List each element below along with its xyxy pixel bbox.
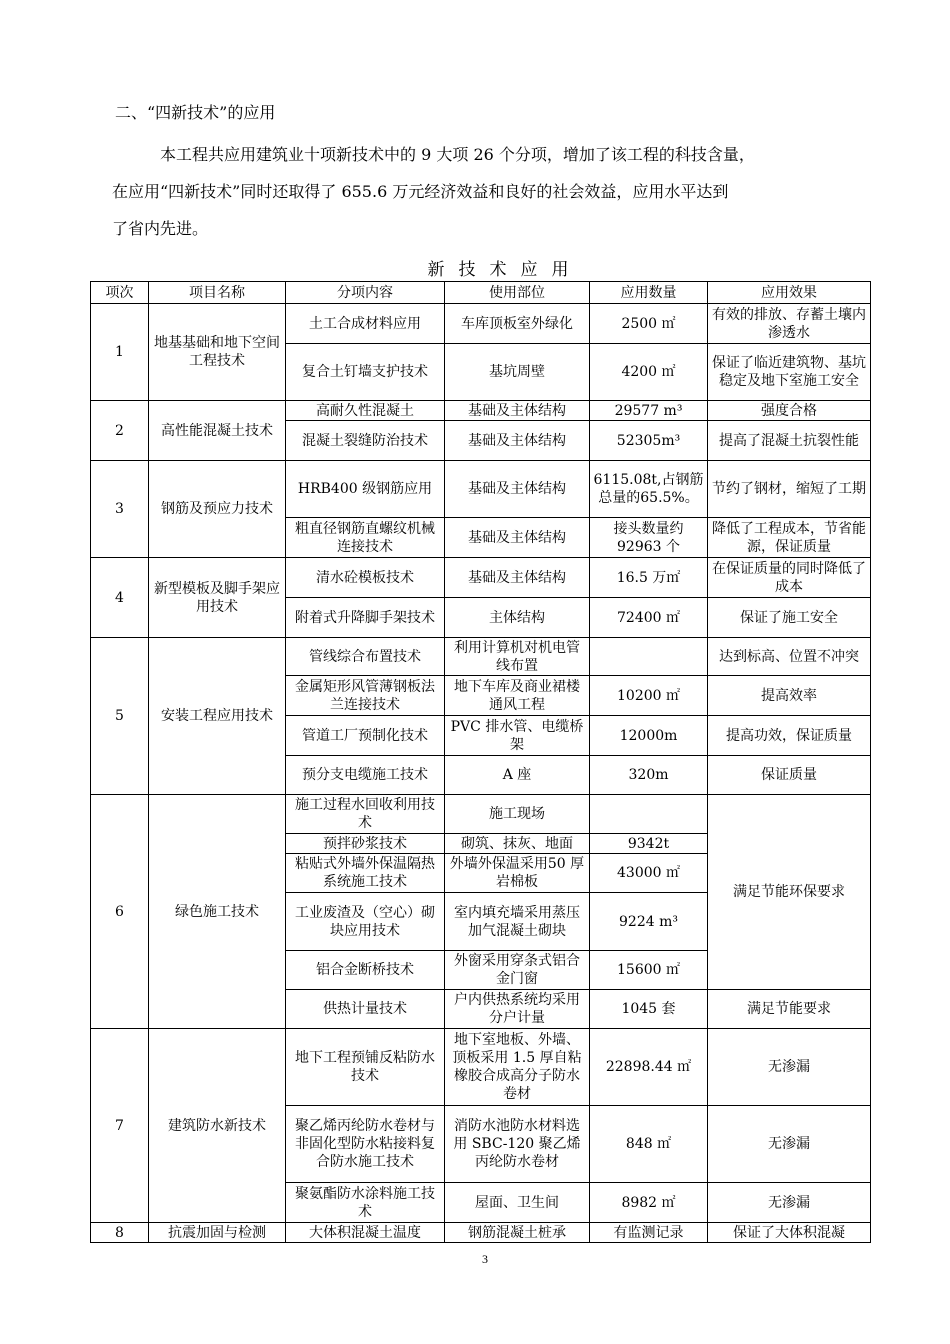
- usage-location: 基础及主体结构: [445, 461, 590, 518]
- quantity: 6115.08t,占钢筋总量的65.5%。: [590, 461, 708, 518]
- effect: 无渗漏: [708, 1106, 871, 1183]
- table-row: [91, 304, 871, 344]
- project-name: 钢筋及预应力技术: [149, 461, 286, 558]
- project-name: 新型模板及脚手架应用技术: [149, 558, 286, 638]
- project-name: 绿色施工技术: [149, 795, 286, 1029]
- quantity: 22898.44 ㎡: [590, 1029, 708, 1106]
- quantity: 15600 ㎡: [590, 951, 708, 990]
- sub-item: 聚氨酯防水涂料施工技术: [286, 1183, 445, 1223]
- effect: 无渗漏: [708, 1183, 871, 1223]
- quantity: 16.5 万㎡: [590, 558, 708, 598]
- quantity: 1045 套: [590, 990, 708, 1029]
- sub-item: 粘贴式外墙外保温隔热系统施工技术: [286, 854, 445, 893]
- effect: 保证了施工安全: [708, 598, 871, 638]
- table-row: [91, 1223, 871, 1243]
- sub-item: 管道工厂预制化技术: [286, 716, 445, 756]
- usage-location: A 座: [445, 756, 590, 795]
- row-number: 2: [91, 401, 149, 461]
- quantity: 10200 ㎡: [590, 676, 708, 716]
- effect: 节约了钢材，缩短了工期: [708, 461, 871, 518]
- usage-location: 基础及主体结构: [445, 401, 590, 421]
- usage-location: 主体结构: [445, 598, 590, 638]
- quantity: 接头数量约92963 个: [590, 518, 708, 558]
- usage-location: 屋面、卫生间: [445, 1183, 590, 1223]
- row-number: 1: [91, 304, 149, 401]
- table-row: [91, 795, 871, 834]
- effect: 提高功效，保证质量: [708, 716, 871, 756]
- sub-item: 清水砼模板技术: [286, 558, 445, 598]
- quantity: 320m: [590, 756, 708, 795]
- effect: 满足节能环保要求: [708, 795, 871, 990]
- sub-item: 土工合成材料应用: [286, 304, 445, 344]
- quantity: 2500 ㎡: [590, 304, 708, 344]
- row-number: 3: [91, 461, 149, 558]
- sub-item: 工业废渣及（空心）砌块应用技术: [286, 893, 445, 951]
- usage-location: 室内填充墙采用蒸压加气混凝土砌块: [445, 893, 590, 951]
- usage-location: 地下车库及商业裙楼通风工程: [445, 676, 590, 716]
- header-quantity: 应用数量: [590, 282, 708, 304]
- row-number: 6: [91, 795, 149, 1029]
- header-no: 项次: [91, 282, 149, 304]
- quantity: 72400 ㎡: [590, 598, 708, 638]
- effect: 在保证质量的同时降低了成本: [708, 558, 871, 598]
- paragraph-line-2: 在应用“四新技术”同时还取得了 655.6 万元经济效益和良好的社会效益，应用水平达到: [112, 182, 729, 201]
- usage-location: 基坑周壁: [445, 344, 590, 401]
- project-name: 地基基础和地下空间工程技术: [149, 304, 286, 401]
- row-number: 7: [91, 1029, 149, 1223]
- quantity: 4200 ㎡: [590, 344, 708, 401]
- usage-location: 基础及主体结构: [445, 518, 590, 558]
- usage-location: 地下室地板、外墙、顶板采用 1.5 厚自粘橡胶合成高分子防水卷材: [445, 1029, 590, 1106]
- row-number: 5: [91, 638, 149, 795]
- table-caption: 新技术应用: [427, 260, 583, 280]
- sub-item: HRB400 级钢筋应用: [286, 461, 445, 518]
- project-name: 安装工程应用技术: [149, 638, 286, 795]
- quantity: [590, 638, 708, 676]
- effect: 降低了工程成本，节省能源，保证质量: [708, 518, 871, 558]
- header-location: 使用部位: [445, 282, 590, 304]
- intro-paragraph: [112, 136, 872, 247]
- header-name: 项目名称: [149, 282, 286, 304]
- sub-item: 复合土钉墙支护技术: [286, 344, 445, 401]
- quantity: 9342t: [590, 834, 708, 854]
- sub-item: 大体积混凝土温度: [286, 1223, 445, 1243]
- sub-item: 供热计量技术: [286, 990, 445, 1029]
- usage-location: 外墙外保温采用50 厚岩棉板: [445, 854, 590, 893]
- usage-location: 钢筋混凝土桩承: [445, 1223, 590, 1243]
- effect: 保证了大体积混凝: [708, 1223, 871, 1243]
- new-technology-table: [90, 281, 871, 1243]
- sub-item: 附着式升降脚手架技术: [286, 598, 445, 638]
- quantity: 9224 m³: [590, 893, 708, 951]
- sub-item: 预拌砂浆技术: [286, 834, 445, 854]
- quantity: 29577 m³: [590, 401, 708, 421]
- project-name: 高性能混凝土技术: [149, 401, 286, 461]
- usage-location: 车库顶板室外绿化: [445, 304, 590, 344]
- sub-item: 聚乙烯丙纶防水卷材与非固化型防水粘接料复合防水施工技术: [286, 1106, 445, 1183]
- quantity: 52305m³: [590, 421, 708, 461]
- effect: 提高了混凝土抗裂性能: [708, 421, 871, 461]
- usage-location: 户内供热系统均采用分户计量: [445, 990, 590, 1029]
- table-row: [91, 558, 871, 598]
- usage-location: 基础及主体结构: [445, 558, 590, 598]
- quantity: 8982 ㎡: [590, 1183, 708, 1223]
- effect: 达到标高、位置不冲突: [708, 638, 871, 676]
- quantity: 有监测记录: [590, 1223, 708, 1243]
- effect: 保证了临近建筑物、基坑稳定及地下室施工安全: [708, 344, 871, 401]
- usage-location: 消防水池防水材料选用 SBC-120 聚乙烯丙纶防水卷材: [445, 1106, 590, 1183]
- paragraph-line-3: 了省内先进。: [112, 219, 209, 238]
- sub-item: 混凝土裂缝防治技术: [286, 421, 445, 461]
- sub-item: 高耐久性混凝土: [286, 401, 445, 421]
- table-row: [91, 401, 871, 421]
- page-number: 3: [482, 1252, 488, 1266]
- effect: 保证质量: [708, 756, 871, 795]
- usage-location: PVC 排水管、电缆桥架: [445, 716, 590, 756]
- paragraph-line-1: 本工程共应用建筑业十项新技术中的 9 大项 26 个分项，增加了该工程的科技含量，: [160, 145, 755, 164]
- section-heading: 二、“四新技术”的应用: [115, 103, 276, 122]
- table-row: [91, 1029, 871, 1106]
- sub-item: 预分支电缆施工技术: [286, 756, 445, 795]
- sub-item: 施工过程水回收利用技术: [286, 795, 445, 834]
- usage-location: 砌筑、抹灰、地面: [445, 834, 590, 854]
- project-name: 建筑防水新技术: [149, 1029, 286, 1223]
- table-header-row: [91, 282, 871, 304]
- project-name: 抗震加固与检测: [149, 1223, 286, 1243]
- header-item: 分项内容: [286, 282, 445, 304]
- sub-item: 金属矩形风管薄钢板法兰连接技术: [286, 676, 445, 716]
- table-row: [91, 461, 871, 518]
- quantity: 848 ㎡: [590, 1106, 708, 1183]
- effect: 无渗漏: [708, 1029, 871, 1106]
- quantity: [590, 795, 708, 834]
- effect: 有效的排放、存蓄土壤内渗透水: [708, 304, 871, 344]
- sub-item: 管线综合布置技术: [286, 638, 445, 676]
- usage-location: 施工现场: [445, 795, 590, 834]
- quantity: 43000 ㎡: [590, 854, 708, 893]
- sub-item: 粗直径钢筋直螺纹机械连接技术: [286, 518, 445, 558]
- sub-item: 地下工程预铺反粘防水技术: [286, 1029, 445, 1106]
- header-effect: 应用效果: [708, 282, 871, 304]
- row-number: 8: [91, 1223, 149, 1243]
- row-number: 4: [91, 558, 149, 638]
- quantity: 12000m: [590, 716, 708, 756]
- effect: 满足节能要求: [708, 990, 871, 1029]
- usage-location: 利用计算机对机电管线布置: [445, 638, 590, 676]
- usage-location: 外窗采用穿条式铝合金门窗: [445, 951, 590, 990]
- table-row: [91, 638, 871, 676]
- usage-location: 基础及主体结构: [445, 421, 590, 461]
- sub-item: 铝合金断桥技术: [286, 951, 445, 990]
- effect: 提高效率: [708, 676, 871, 716]
- effect: 强度合格: [708, 401, 871, 421]
